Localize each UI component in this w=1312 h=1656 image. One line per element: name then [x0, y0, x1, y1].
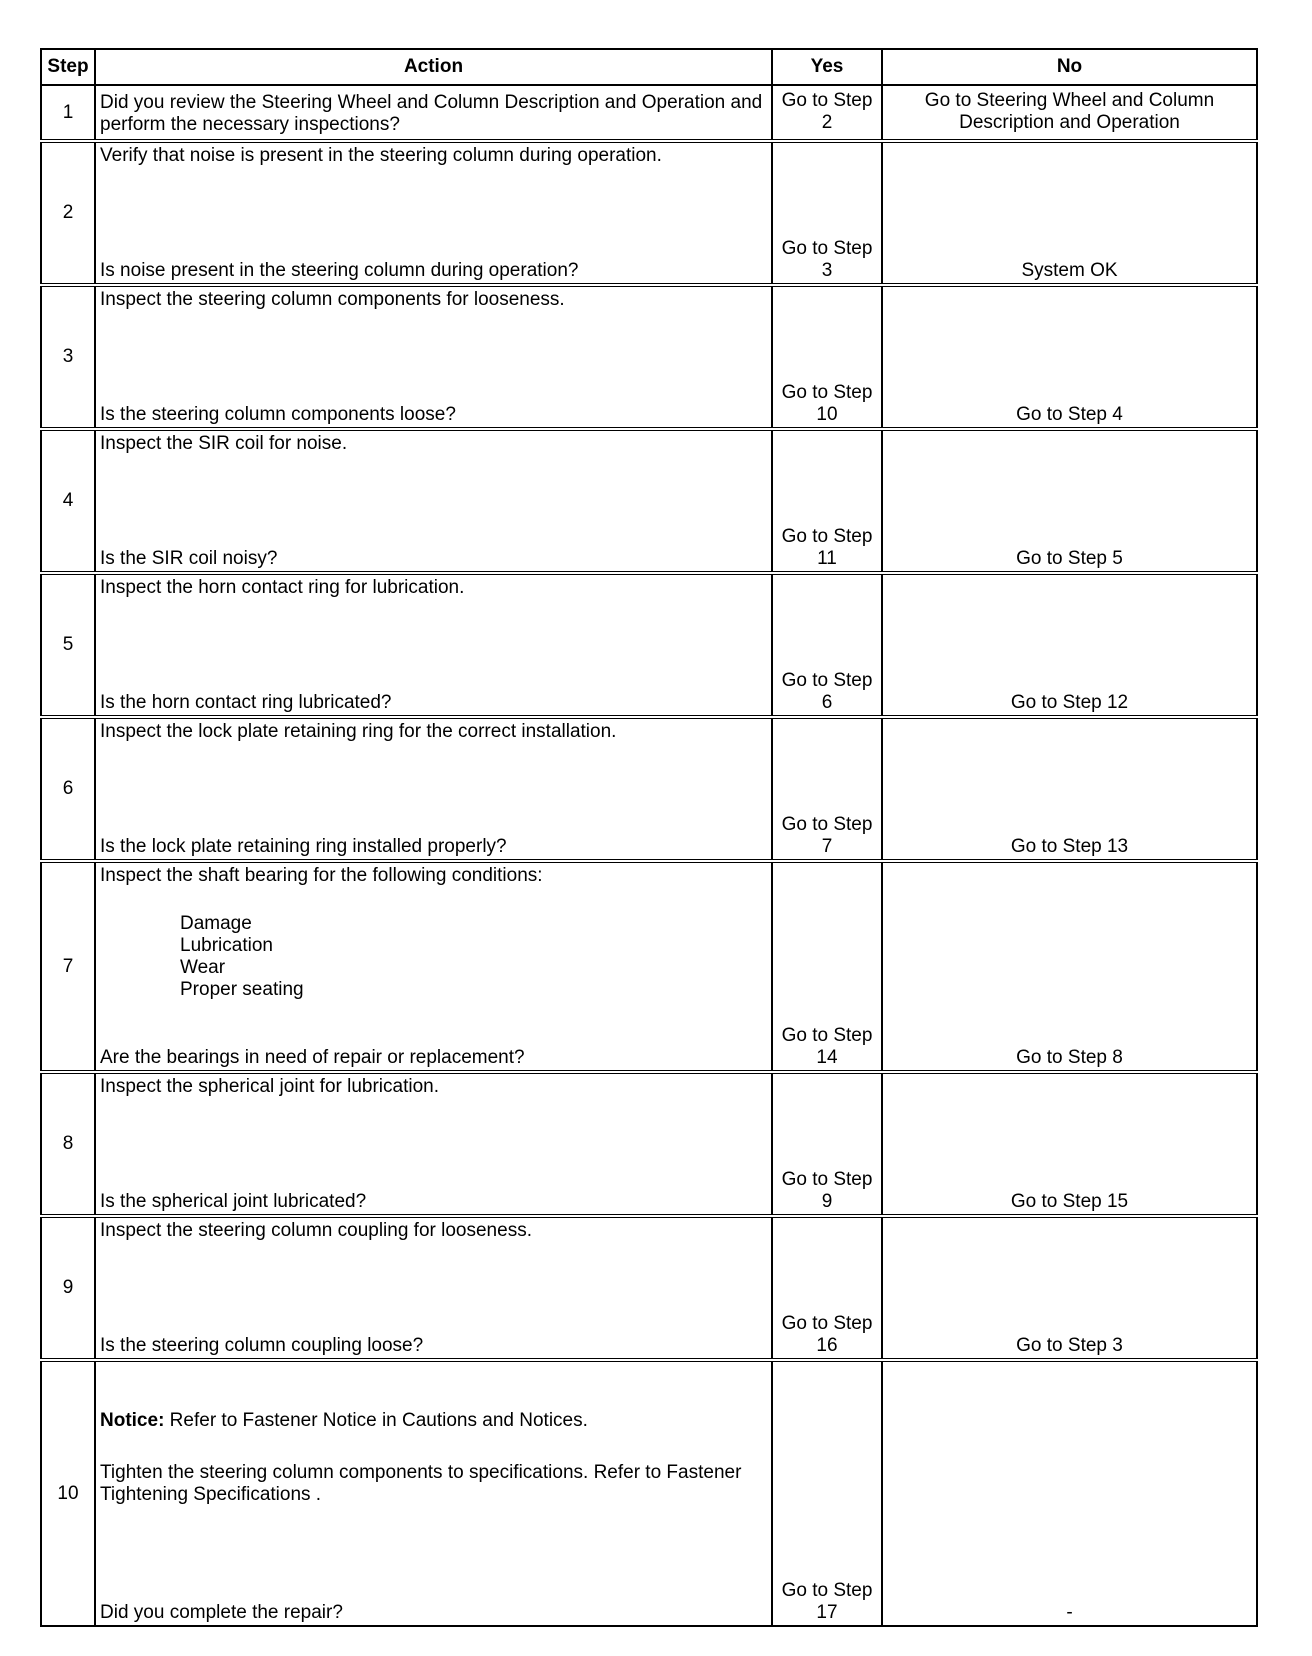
- notice-label: Notice:: [100, 1410, 165, 1431]
- action-text: Verify that noise is present in the steering column during operation.: [100, 145, 662, 166]
- yes-step: 14: [816, 1047, 838, 1068]
- action-cell: [95, 573, 772, 717]
- condition-item: Lubrication: [180, 935, 273, 956]
- action-text: Did you review the Steering Wheel and Column Description and Operation and perform the necessary inspections?: [100, 91, 763, 135]
- yes-cell: [772, 573, 882, 717]
- condition-item: Wear: [180, 957, 226, 978]
- yes-cell: [772, 141, 882, 285]
- yes-step: 6: [821, 692, 833, 713]
- table-row: [41, 573, 1257, 717]
- action-cell: [95, 1360, 772, 1626]
- no-cell: System OK: [882, 141, 1257, 285]
- yes-label: Go to Step: [781, 382, 873, 403]
- step-number: 1: [41, 85, 95, 141]
- action-text: Inspect the SIR coil for noise.: [100, 433, 348, 454]
- action-question: Are the bearings in need of repair or replacement?: [100, 1047, 525, 1068]
- action-cell: [95, 717, 772, 861]
- no-cell: Go to Step 3: [882, 1216, 1257, 1360]
- yes-step: 3: [821, 260, 833, 281]
- yes-cell: [772, 1360, 882, 1626]
- table-row: [41, 285, 1257, 429]
- header-yes: Yes: [772, 49, 882, 85]
- yes-label: Go to Step: [781, 1313, 873, 1334]
- action-question: Is the lock plate retaining ring installed properly?: [100, 836, 507, 857]
- yes-cell: [772, 861, 882, 1072]
- yes-step: 2: [821, 112, 833, 133]
- yes-cell: [772, 717, 882, 861]
- yes-cell: [772, 429, 882, 573]
- notice-paragraph: [100, 1410, 767, 1432]
- yes-step: 16: [816, 1335, 838, 1356]
- header-step: Step: [41, 49, 95, 85]
- action-question: Is the steering column components loose?: [100, 404, 456, 425]
- step-number: 5: [41, 573, 95, 717]
- action-text: Inspect the lock plate retaining ring for the correct installation.: [100, 721, 617, 742]
- header-action: Action: [95, 49, 772, 85]
- table-row: [41, 861, 1257, 1072]
- yes-label: Go to Step: [781, 238, 873, 259]
- yes-label: Go to Step: [781, 90, 873, 111]
- yes-cell: [772, 85, 882, 141]
- step-number: 10: [41, 1360, 95, 1626]
- no-cell: Go to Step 15: [882, 1072, 1257, 1216]
- no-cell: -: [882, 1360, 1257, 1626]
- action-text: Inspect the spherical joint for lubrication.: [100, 1076, 440, 1097]
- yes-label: Go to Step: [781, 1025, 873, 1046]
- diagnostic-table: [40, 48, 1258, 1627]
- step-number: 7: [41, 861, 95, 1072]
- action-cell: [95, 861, 772, 1072]
- yes-label: Go to Step: [781, 526, 873, 547]
- yes-step: 10: [816, 404, 838, 425]
- header-no: No: [882, 49, 1257, 85]
- action-question: Is noise present in the steering column during operation?: [100, 260, 579, 281]
- action-cell: [95, 1072, 772, 1216]
- action-text: Inspect the steering column components for looseness.: [100, 289, 565, 310]
- condition-list: [180, 913, 767, 1001]
- yes-label: Go to Step: [781, 1169, 873, 1190]
- step-number: 2: [41, 141, 95, 285]
- action-cell: [95, 141, 772, 285]
- action-cell: [95, 1216, 772, 1360]
- action-cell: [95, 285, 772, 429]
- action-cell: [95, 429, 772, 573]
- action-question: Is the horn contact ring lubricated?: [100, 692, 392, 713]
- step-number: 9: [41, 1216, 95, 1360]
- yes-step: 7: [821, 836, 833, 857]
- yes-step: 17: [816, 1602, 838, 1623]
- no-cell: Go to Steering Wheel and Column Description and Operation: [882, 85, 1257, 141]
- yes-cell: [772, 1072, 882, 1216]
- action-question: Is the SIR coil noisy?: [100, 548, 278, 569]
- action-cell: [95, 85, 772, 141]
- step-number: 3: [41, 285, 95, 429]
- no-cell: Go to Step 5: [882, 429, 1257, 573]
- yes-step: 11: [817, 548, 837, 569]
- table-row: [41, 717, 1257, 861]
- action-question: Is the spherical joint lubricated?: [100, 1191, 367, 1212]
- header-row: [41, 49, 1257, 85]
- table-row: [41, 1360, 1257, 1626]
- action-question: Did you complete the repair?: [100, 1602, 343, 1623]
- no-cell: Go to Step 4: [882, 285, 1257, 429]
- action-text: Inspect the steering column coupling for looseness.: [100, 1220, 532, 1241]
- yes-step: 9: [821, 1191, 833, 1212]
- table-row: [41, 85, 1257, 141]
- action-question: Is the steering column coupling loose?: [100, 1335, 424, 1356]
- yes-cell: [772, 285, 882, 429]
- condition-item: Damage: [180, 913, 252, 934]
- yes-label: Go to Step: [781, 1580, 873, 1601]
- step-number: 4: [41, 429, 95, 573]
- no-cell: Go to Step 8: [882, 861, 1257, 1072]
- condition-item: Proper seating: [180, 979, 304, 1000]
- no-cell: Go to Step 12: [882, 573, 1257, 717]
- step-number: 8: [41, 1072, 95, 1216]
- table-row: [41, 429, 1257, 573]
- action-text: Inspect the shaft bearing for the following conditions:: [100, 865, 543, 886]
- table-row: [41, 1072, 1257, 1216]
- no-cell: Go to Step 13: [882, 717, 1257, 861]
- action-text: Tighten the steering column components to specifications. Refer to Fastener Tightening Specifications .: [100, 1462, 742, 1505]
- action-text: Inspect the horn contact ring for lubrication.: [100, 577, 465, 598]
- yes-label: Go to Step: [781, 670, 873, 691]
- step-number: 6: [41, 717, 95, 861]
- yes-cell: [772, 1216, 882, 1360]
- yes-label: Go to Step: [781, 814, 873, 835]
- table-row: [41, 1216, 1257, 1360]
- notice-text: Refer to Fastener Notice in Cautions and Notices.: [164, 1410, 588, 1431]
- table-row: [41, 141, 1257, 285]
